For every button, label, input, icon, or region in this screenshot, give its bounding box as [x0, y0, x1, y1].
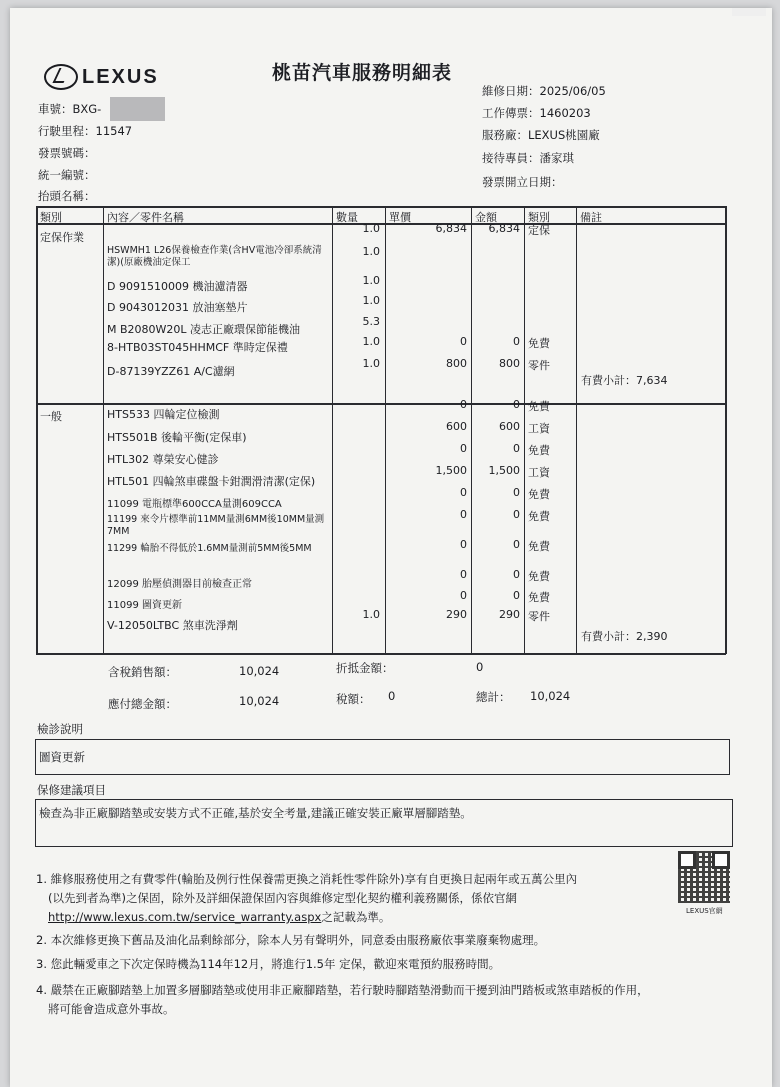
type: 免費 — [528, 337, 550, 350]
header-unit-price: 單價 — [389, 211, 411, 224]
item-content: 8-HTB03ST045HHMCF 準時定保禮 — [107, 341, 288, 354]
note-4-line-1: 4. 嚴禁在正廠腳踏墊上加置多層腳踏墊或使用非正廠腳踏墊，若行駛時腳踏墊滑動而干擾到油門踏板或煞車踏板的作用， — [36, 983, 649, 997]
item-content: D 9091510009 機油濾清器 — [107, 280, 248, 293]
item-content: 11299 輪胎不得低於1.6MM量測前5MM後5MM — [107, 543, 312, 554]
unit-price: 1,500 — [435, 464, 467, 477]
unit-price: 0 — [460, 589, 467, 602]
subtotal-general: 有費小計：2,390 — [581, 630, 668, 643]
qty: 1.0 — [362, 222, 380, 235]
unit-price: 6,834 — [435, 222, 467, 235]
type: 定保 — [528, 224, 550, 237]
note-1-line-2: (以先到者為準)之保固，除外及詳細保證保固內容與維修定型化契約權利義務關係，係依官網 — [48, 891, 517, 905]
item-content: HTL302 尊榮安心健診 — [107, 453, 219, 466]
suggestions-box — [35, 799, 733, 847]
amount: 800 — [499, 357, 520, 370]
unit-price: 0 — [460, 335, 467, 348]
item-content: V-12050LTBC 煞車洗淨劑 — [107, 619, 238, 632]
discount-value: 0 — [476, 660, 484, 674]
inspection-box — [35, 739, 730, 775]
payable-value: 10,024 — [239, 694, 280, 708]
lexus-logo-icon — [44, 64, 78, 90]
item-content: M B2080W20L 凌志正廠環保節能機油 — [107, 323, 301, 336]
type: 零件 — [528, 610, 550, 623]
logo-text: LEXUS — [82, 66, 159, 88]
header-amount: 金額 — [475, 211, 497, 224]
item-content: 11099 圖資更新 — [107, 600, 182, 611]
total-value: 10,024 — [530, 689, 571, 703]
item-content: D 9043012031 放油塞墊片 — [107, 301, 248, 314]
note-3: 3. 您此輛愛車之下次定保時機為114年12月，將進行1.5年 定保，歡迎來電預約服務時間。 — [36, 957, 501, 971]
amount: 6,834 — [488, 222, 520, 235]
invoice-title: 抬頭名稱： — [38, 189, 96, 203]
unit-price: 800 — [446, 357, 467, 370]
tax-id: 統一編號： — [38, 168, 96, 182]
qr-code-icon[interactable] — [678, 851, 730, 903]
type: 免費 — [528, 570, 550, 583]
taxed-sales-label: 含稅銷售額： — [108, 665, 177, 679]
item-content: D-87139YZZ61 A/C濾網 — [107, 365, 235, 378]
suggestions-text: 檢查為非正廠腳踏墊或安裝方式不正確,基於安全考量,建議正確安裝正廠單層腳踏墊。 — [39, 806, 472, 820]
note-4 — [36, 981, 746, 1019]
paper-stub — [732, 8, 766, 16]
unit-price: 0 — [460, 508, 467, 521]
type: 免費 — [528, 510, 550, 523]
header-content: 內容／零件名稱 — [107, 211, 184, 224]
type: 免費 — [528, 591, 550, 604]
note-4-line-2: 將可能會造成意外事故。 — [48, 1002, 175, 1016]
note-1 — [36, 870, 676, 927]
qty: 1.0 — [362, 357, 380, 370]
header-type: 類別 — [528, 211, 550, 224]
header-remarks: 備註 — [580, 211, 602, 224]
suggestions-label: 保修建議項目 — [37, 783, 106, 797]
qty: 5.3 — [362, 315, 380, 328]
amount: 0 — [513, 568, 520, 581]
unit-price: 0 — [460, 486, 467, 499]
type: 工資 — [528, 466, 550, 479]
amount: 0 — [513, 538, 520, 551]
invoice-date: 發票開立日期： — [482, 175, 563, 189]
note-2: 2. 本次維修更換下舊品及油化品剩餘部分，除本人另有聲明外，同意委由服務廠依事業廢棄物處理。 — [36, 933, 546, 947]
total-label: 總計： — [476, 690, 511, 704]
type: 免費 — [528, 444, 550, 457]
unit-price: 0 — [460, 568, 467, 581]
amount: 1,500 — [488, 464, 520, 477]
unit-price: 600 — [446, 420, 467, 433]
unit-price: 0 — [460, 442, 467, 455]
item-content: 12099 胎壓偵測器目前檢查正常 — [107, 579, 252, 590]
amount: 0 — [513, 589, 520, 602]
warranty-link[interactable]: http://www.lexus.com.tw/service_warranty.aspx — [48, 910, 322, 924]
amount: 0 — [513, 508, 520, 521]
item-content: 11099 電瓶標準600CCA量測609CCA — [107, 499, 282, 510]
section-category-general: 一般 — [40, 410, 62, 423]
subtotal-maintenance: 有費小計：7,634 — [581, 374, 668, 387]
tax-value: 0 — [388, 689, 396, 703]
document-title: 桃苗汽車服務明細表 — [272, 62, 453, 84]
work-order: 工作傳票：1460203 — [482, 106, 591, 120]
qty: 1.0 — [362, 245, 380, 258]
amount: 600 — [499, 420, 520, 433]
unit-price: 0 — [460, 538, 467, 551]
type: 免費 — [528, 540, 550, 553]
item-content: 11199 來令片標準前11MM量測6MM後10MM量測7MM — [107, 514, 325, 537]
qty: 1.0 — [362, 274, 380, 287]
unit-price: 0 — [460, 398, 467, 411]
inspection-label: 檢診說明 — [37, 722, 83, 736]
payable-label: 應付總金額： — [108, 697, 177, 711]
note-1-line-1: 1. 維修服務使用之有費零件(輪胎及例行性保養需更換之消耗性零件除外)享有自更換日起兩年或五萬公里內 — [36, 872, 578, 886]
item-content: HTS501B 後輪平衡(定保車) — [107, 431, 247, 444]
redaction-box — [110, 97, 165, 121]
qty: 1.0 — [362, 294, 380, 307]
item-content: HTL501 四輪煞車碟盤卡鉗潤滑清潔(定保) — [107, 475, 316, 488]
tax-label: 稅額： — [336, 692, 371, 706]
qty: 1.0 — [362, 335, 380, 348]
section-category-maintenance: 定保作業 — [40, 231, 84, 244]
unit-price: 290 — [446, 608, 467, 621]
note-1-tail: 之記載為準。 — [321, 910, 391, 924]
amount: 0 — [513, 442, 520, 455]
item-content: HTS533 四輪定位檢測 — [107, 408, 220, 421]
plate-number: 車號：BXG- — [38, 102, 102, 116]
qr-caption: LEXUS官網 — [686, 907, 723, 915]
inspection-text: 圖資更新 — [39, 750, 85, 764]
type: 免費 — [528, 400, 550, 413]
service-document — [10, 8, 772, 1087]
mileage: 行駛里程：11547 — [38, 124, 133, 138]
qty: 1.0 — [362, 608, 380, 621]
header-category: 類別 — [40, 211, 62, 224]
type: 免費 — [528, 488, 550, 501]
amount: 0 — [513, 486, 520, 499]
type: 工資 — [528, 422, 550, 435]
amount: 290 — [499, 608, 520, 621]
amount: 0 — [513, 398, 520, 411]
amount: 0 — [513, 335, 520, 348]
item-content: HSWMH1 L26保養檢查作業(含HV電池冷卻系統清潔)(原廠機油定保工 — [107, 245, 322, 268]
type: 零件 — [528, 359, 550, 372]
invoice-number: 發票號碼： — [38, 146, 96, 160]
header-qty: 數量 — [336, 211, 358, 224]
discount-label: 折抵金額： — [336, 661, 394, 675]
advisor: 接待專員：潘家琪 — [482, 151, 574, 165]
service-shop: 服務廠：LEXUS桃園廠 — [482, 128, 600, 142]
taxed-sales-value: 10,024 — [239, 664, 280, 678]
repair-date: 維修日期：2025/06/05 — [482, 84, 606, 98]
